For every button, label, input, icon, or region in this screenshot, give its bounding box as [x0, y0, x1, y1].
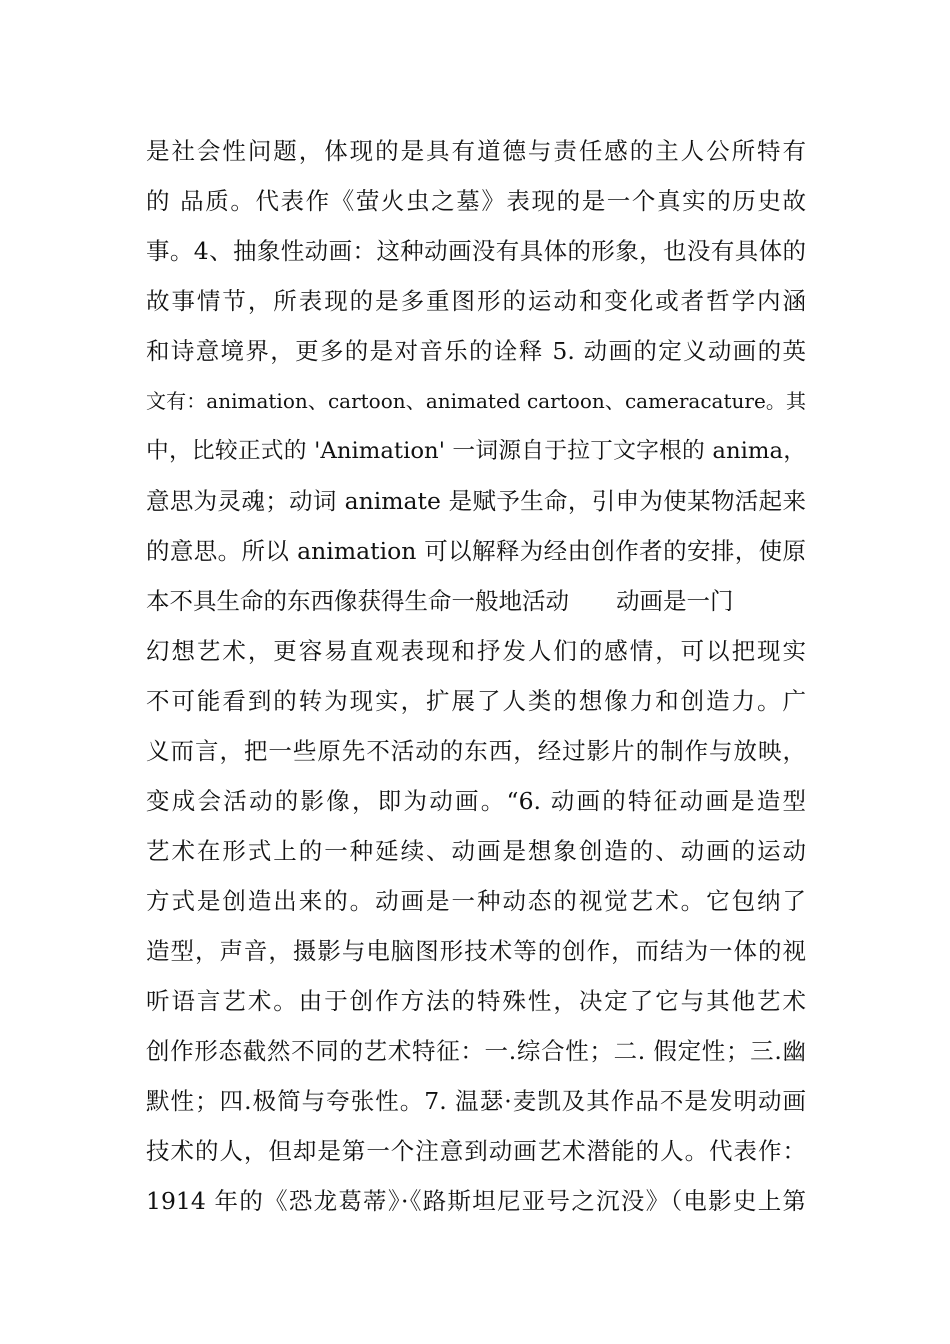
text-line: 听语言艺术。由于创作方法的特殊性，决定了它与其他艺术: [146, 987, 806, 1015]
text-line: 是社会性问题，体现的是具有道德与责任感的主人公所特有: [146, 137, 806, 165]
text-line: 1914 年的《恐龙葛蒂》·《路斯坦尼亚号之沉没》（电影史上第: [146, 1187, 806, 1215]
text-line: 事。4、抽象性动画：这种动画没有具体的形象，也没有具体的: [146, 237, 806, 265]
text-line: 艺术在形式上的一种延续、动画是想象创造的、动画的运动: [146, 837, 806, 865]
text-line: 幻想艺术，更容易直观表现和抒发人们的感情，可以把现实: [146, 637, 806, 665]
text-line: 义而言，把一些原先不活动的东西，经过影片的制作与放映，: [146, 737, 806, 765]
body-text: [146, 126, 806, 1226]
text-line: 的 品质。代表作《萤火虫之墓》表现的是一个真实的历史故: [146, 187, 806, 215]
text-line: 造型，声音，摄影与电脑图形技术等的创作，而结为一体的视: [146, 937, 806, 965]
text-line: 变成会活动的影像，即为动画。“6. 动画的特征动画是造型: [146, 787, 806, 815]
text-line: 故事情节，所表现的是多重图形的运动和变化或者哲学内涵: [146, 287, 806, 315]
text-line: 不可能看到的转为现实，扩展了人类的想像力和创造力。广: [146, 687, 806, 715]
text-line: 的意思。所以 animation 可以解释为经由创作者的安排，使原: [146, 537, 806, 565]
text-line: 意思为灵魂；动词 animate 是赋予生命，引申为使某物活起来: [146, 487, 806, 515]
text-line: 方式是创造出来的。动画是一种动态的视觉艺术。它包纳了: [146, 887, 806, 915]
text-line: 文有：animation、cartoon、animated cartoon、cameracature。其: [146, 389, 806, 413]
text-line: 本不具生命的东西像获得生命一般地活动 动画是一门: [146, 587, 734, 615]
text-line: 中，比较正式的 'Animation' 一词源自于拉丁文字根的 anima，: [146, 438, 806, 464]
text-line: 技术的人，但却是第一个注意到动画艺术潜能的人。代表作：: [146, 1137, 806, 1165]
text-line: 默性；四.极简与夸张性。7. 温瑟·麦凯及其作品不是发明动画: [146, 1087, 806, 1115]
text-line: 创作形态截然不同的艺术特征：一.综合性；二. 假定性；三.幽: [146, 1037, 806, 1065]
text-line: 和诗意境界，更多的是对音乐的诠释 5. 动画的定义动画的英: [146, 337, 806, 365]
